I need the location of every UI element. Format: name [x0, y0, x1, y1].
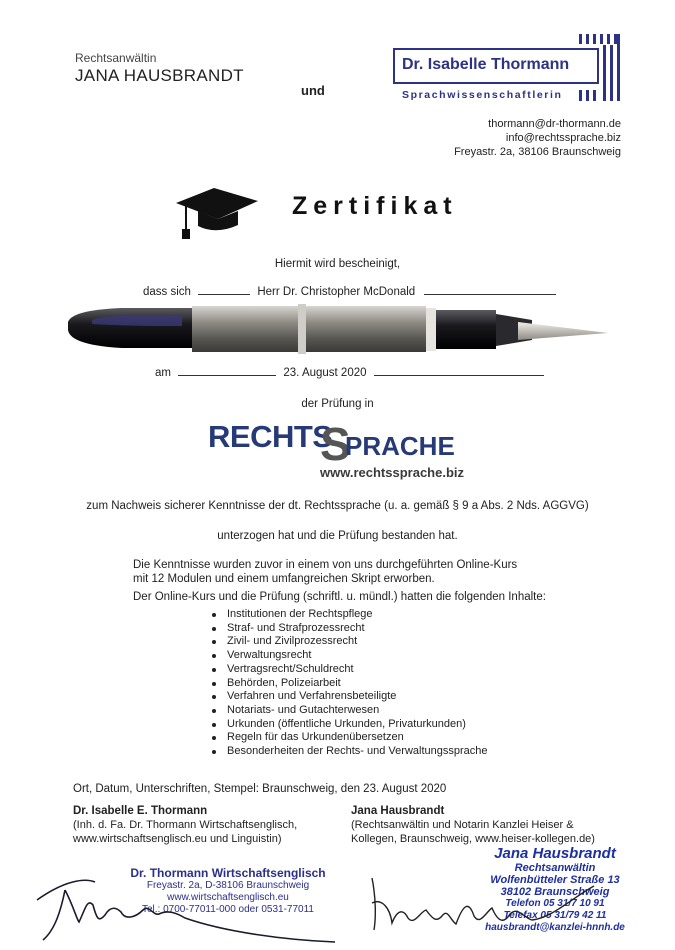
logo-url: www.rechtssprache.biz — [320, 465, 465, 480]
signatory-left-line2: www.wirtschaftsenglisch.eu und Linguistin) — [73, 833, 282, 845]
list-item: Verfahren und Verfahrensbeteiligte — [210, 690, 488, 704]
knowledge-line-1: Die Kenntnisse wurden zuvor in einem von uns durchgeführten Online-Kurs — [133, 559, 518, 571]
exam-text: der Prüfung in — [301, 398, 374, 410]
date-line — [155, 367, 544, 379]
list-item: Notariats- und Gutachterwesen — [210, 704, 488, 718]
recipient-name: Herr Dr. Christopher McDonald — [257, 286, 416, 298]
contact-email-2: info@rechtssprache.biz — [505, 132, 621, 144]
right-letterhead-name: Dr. Isabelle Thormann — [402, 56, 570, 73]
signatory-right-line2: Kollegen, Braunschweig, www.heiser-kollegen.de) — [351, 833, 595, 845]
signatory-left-name: Dr. Isabelle E. Thormann — [73, 805, 208, 817]
signatory-right-name: Jana Hausbrandt — [351, 805, 445, 817]
stamp-left-line3: www.wirtschaftsenglisch.eu — [167, 892, 289, 903]
signature-right-image — [362, 868, 602, 938]
list-item: Besonderheiten der Rechts- und Verwaltungssprache — [210, 745, 488, 759]
certificate-title: Zertifikat — [292, 192, 458, 220]
contact-address: Freyastr. 2a, 38106 Braunschweig — [454, 146, 621, 158]
purpose-text: zum Nachweis sicherer Kenntnisse der dt. Rechtssprache (u. a. gemäß § 9 a Abs. 2 Nds. AGGVG) — [86, 500, 589, 512]
place-date-line: Ort, Datum, Unterschriften, Stempel: Braunschweig, den 23. August 2020 — [73, 783, 447, 795]
date-prefix: am — [155, 367, 171, 379]
exam-date: 23. August 2020 — [283, 367, 367, 379]
contact-block — [454, 117, 621, 159]
stamp-right-line2: Rechtsanwältin — [514, 862, 596, 874]
knowledge-text — [133, 558, 517, 586]
stamp-left-line4: Tel.: 0700-77011-000 oder 0531-77011 — [142, 904, 314, 915]
connector-und: und — [301, 83, 325, 98]
graduation-cap-icon — [172, 183, 262, 243]
stamp-right-line5: Telefon 05 31/7 10 91 — [505, 898, 605, 909]
list-item: Zivil- und Zivilprozessrecht — [210, 635, 488, 649]
signature-left-image — [25, 860, 345, 945]
signatory-left-line1: (Inh. d. Fa. Dr. Thormann Wirtschaftsenglisch, — [73, 819, 298, 831]
intro-text: Hiermit wird bescheinigt, — [274, 258, 401, 270]
left-letterhead-name: JANA HAUSBRANDT — [75, 66, 244, 85]
list-item: Institutionen der Rechtspflege — [210, 608, 488, 622]
knowledge-line-2: mit 12 Modulen und einem umfangreichen Skript erworben. — [133, 573, 435, 585]
passed-text: unterzogen hat und die Prüfung bestanden hat. — [217, 530, 458, 542]
left-letterhead-title: Rechtsanwältin — [75, 51, 157, 65]
stamp-right-line6: Telefax 05 31/79 42 11 — [503, 910, 607, 921]
stamp-left-line2: Freyastr. 2a, D-38106 Braunschweig — [146, 880, 310, 891]
stamp-right-line4: 38102 Braunschweig — [500, 886, 610, 898]
stamp-right-line1: Jana Hausbrandt — [494, 845, 616, 862]
logo-word-prache: PRACHE — [345, 431, 455, 461]
thormann-logo — [393, 33, 623, 103]
list-item: Regeln für das Urkundenübersetzen — [210, 731, 488, 745]
stamp-left-line1: Dr. Thormann Wirtschaftsenglisch — [130, 866, 326, 880]
fountain-pen-image — [62, 300, 610, 360]
contents-intro: Der Online-Kurs und die Prüfung (schriftl. u. mündl.) hatten die folgenden Inhalte: — [133, 591, 546, 603]
contents-list — [210, 608, 488, 759]
signatory-right — [351, 804, 595, 846]
signatory-left — [73, 804, 297, 846]
stamp-right-line7: hausbrandt@kanzlei-hnnh.de — [485, 922, 625, 933]
name-line — [143, 286, 556, 298]
list-item: Urkunden (öffentliche Urkunden, Privaturkunden) — [210, 718, 488, 732]
contact-email-1: thormann@dr-thormann.de — [488, 118, 621, 130]
right-letterhead-subtitle: Sprachwissenschaftlerin — [402, 89, 563, 101]
signatory-right-line1: (Rechtsanwältin und Notarin Kanzlei Heiser & — [351, 819, 574, 831]
list-item: Vertragsrecht/Schuldrecht — [210, 663, 488, 677]
stamp-right-line3: Wolfenbütteler Straße 13 — [490, 874, 620, 886]
logo-letter-s: S — [320, 418, 351, 470]
list-item: Verwaltungsrecht — [210, 649, 488, 663]
name-prefix: dass sich — [143, 286, 191, 298]
list-item: Straf- und Strafprozessrecht — [210, 622, 488, 636]
logo-word-rechts: RECHTS — [208, 419, 333, 454]
list-item: Behörden, Polizeiarbeit — [210, 677, 488, 691]
rechtssprache-logo — [208, 419, 498, 491]
